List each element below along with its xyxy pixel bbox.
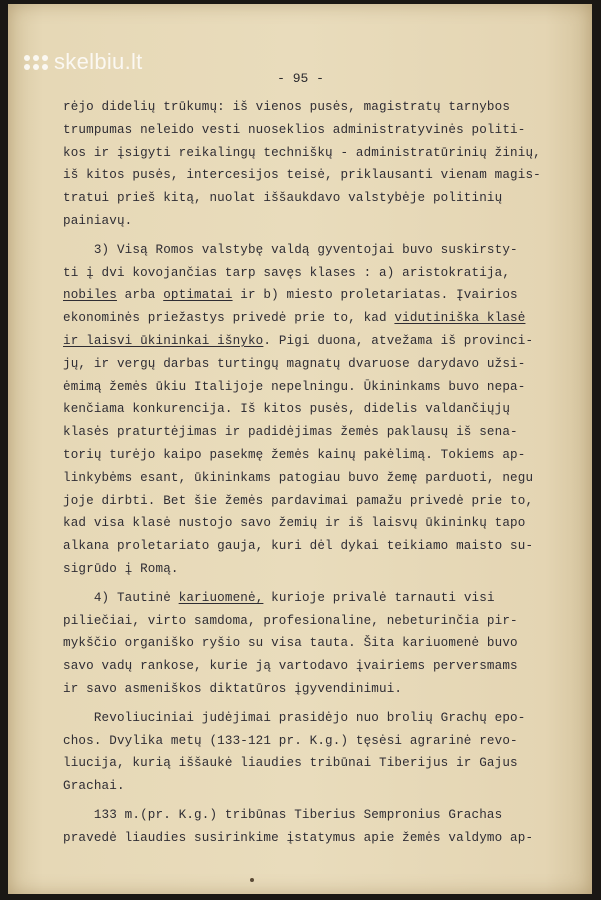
text-line: klasės praturtėjimas ir padidėjimas žemės paklausų iš sena- [63, 425, 518, 440]
text-line: savo vadų rankose, kurie ją vartodavo įvairiems perversmams [63, 659, 518, 674]
text-line: pravedė liaudies susirinkime įstatymus apie žemės valdymo ap- [63, 830, 534, 845]
text-line: ti į dvi kovojančias tarp savęs klases : a) aristokratija, [63, 265, 511, 280]
text-line: ėmimą žemės ūkiu Italijoje nepelningu. Ūkininkams buvo nepa- [63, 379, 526, 394]
text-line: sigrūdo į Romą. [63, 561, 179, 576]
text-line: kenčiama konkurencija. Iš kitos pusės, didelis valdančiųjų [63, 402, 511, 417]
text-line: painiavų. [63, 213, 133, 228]
text-line: torių turėjo kaipo pasekmę žemės kainų pakėlimą. Tokiems ap- [63, 447, 526, 462]
ink-spot [250, 878, 254, 882]
text-line: ekonominės priežastys privedė prie to, kad vidutiniška klasė [63, 311, 526, 326]
text-line: chos. Dvylika metų (133-121 pr. K.g.) tęsėsi agrarinė revo- [63, 733, 518, 748]
text-line: Grachai. [63, 779, 125, 794]
text-line: 133 m.(pr. K.g.) tribūnas Tiberius Sempronius Grachas [63, 807, 503, 822]
body-text [63, 96, 541, 850]
text-line: linkybėms esant, ūkininkams patogiau buvo žemę parduoti, negu [63, 470, 534, 485]
text-line: rėjo didelių trūkumų: iš vienos pusės, magistratų tarnybos [63, 100, 511, 114]
text-line: jų, ir vergų darbas turtingų magnatų dvaruose darydavo užsi- [63, 356, 526, 371]
text-line: kad visa klasė nustojo savo žemių ir iš laisvų ūkininkų tapo [63, 516, 526, 531]
text-line: trumpumas neleido vesti nuoseklios administratyvinės politi- [63, 122, 526, 137]
watermark-logo-icon [24, 55, 48, 70]
text-line: iš kitos pusės, intercesijos teisė, priklausanti vienam magis- [63, 168, 541, 183]
text-line: Revoliuciniai judėjimai prasidėjo nuo brolių Grachų epo- [63, 710, 526, 725]
text-line: 3) Visą Romos valstybę valdą gyventojai buvo suskirsty- [63, 242, 518, 257]
text-line: mykščio organiško ryšio su visa tauta. Šita kariuomenė buvo [63, 636, 518, 651]
text-line: nobiles arba optimatai ir b) miesto proletariatas. Įvairios [63, 288, 518, 303]
text-line: tratui prieš kitą, nuolat iššaukdavo valstybėje politinių [63, 191, 503, 206]
text-line: kos ir įsigyti reikalingų techniškų - administratūrinių žinių, [63, 145, 541, 160]
text-line: ir savo asmeniškos diktatūros įgyvendinimui. [63, 681, 403, 696]
text-line: alkana proletariato gauja, kuri dėl dykai teikiamo maisto su- [63, 539, 534, 554]
text-line: liucija, kurią iššaukė liaudies tribūnai Tiberijus ir Gajus [63, 756, 518, 771]
text-line: ir laisvi ūkininkai išnyko. Pigi duona, atvežama iš provinci- [63, 333, 534, 348]
page-number: - 95 - [277, 71, 324, 86]
text-line: piliečiai, virto samdoma, profesionaline, nebeturinčia pir- [63, 613, 518, 628]
watermark-text: skelbiu.lt [54, 49, 143, 74]
text-line: 4) Tautinė kariuomenė, kurioje privalė tarnauti visi [63, 590, 495, 605]
text-line: joje dirbti. Bet šie žemės pardavimai pamažu privedė prie to, [63, 493, 534, 508]
